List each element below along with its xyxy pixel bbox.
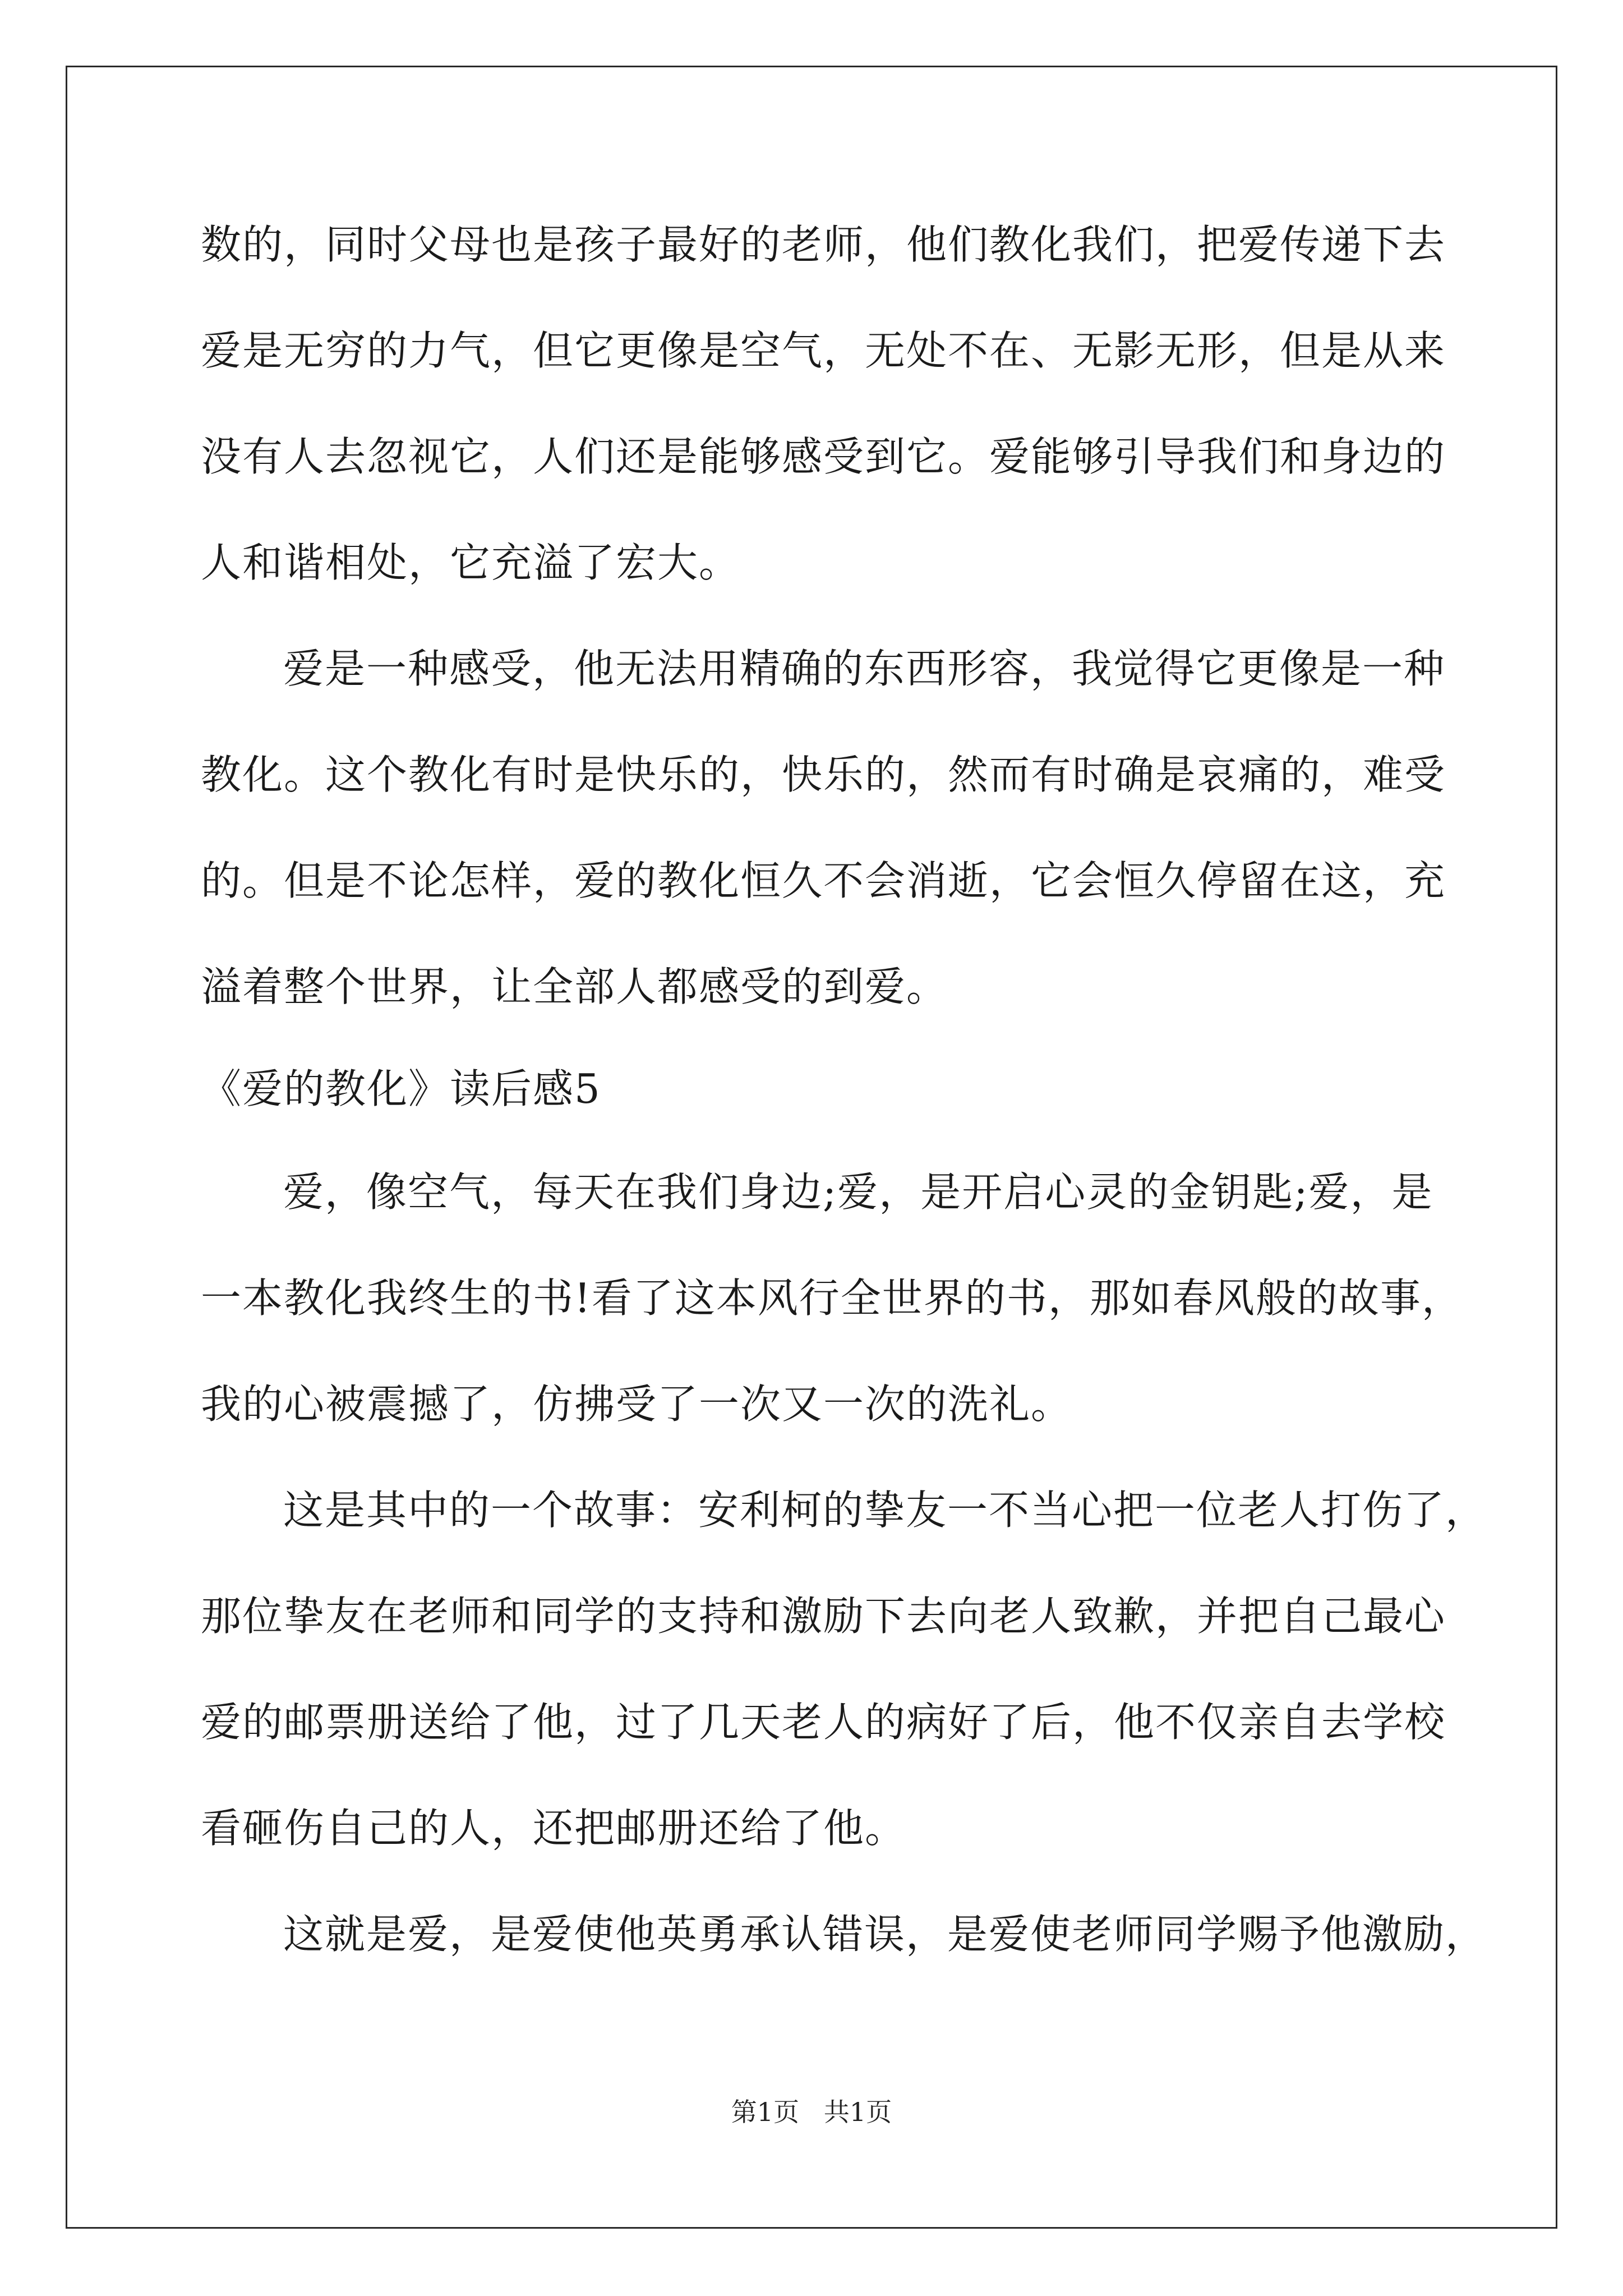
body-text-line: 的。但是不论怎样，爱的教化恒久不会消逝，它会恒久停留在这，充 [201,857,1446,904]
page-number-footer: 第1页 共1页 [731,2097,892,2127]
body-text-line: 那位挚友在老师和同学的支持和激励下去向老人致歉，并把自己最心 [201,1593,1446,1640]
body-text-line: 一本教化我终生的书!看了这本风行全世界的书，那如春风般的故事， [201,1274,1463,1322]
body-text-line: 人和谐相处，它充溢了宏大。 [201,539,741,586]
body-text-line: 溢着整个世界，让全部人都感受的到爱。 [201,963,948,1010]
body-text-line: 没有人去忽视它，人们还是能够感受到它。爱能够引导我们和身边的 [201,433,1446,480]
page-border [66,66,1557,2229]
body-text-line: 爱，像空气，每天在我们身边;爱，是开启心灵的金钥匙;爱，是 [283,1168,1433,1216]
body-text-line: 看砸伤自己的人，还把邮册还给了他。 [201,1805,907,1852]
body-text-line: 爱是一种感受，他无法用精确的东西形容，我觉得它更像是一种 [283,645,1446,692]
body-text-line: 这是其中的一个故事：安利柯的挚友一不当心把一位老人打伤了， [283,1487,1487,1534]
body-text-line: 爱的邮票册送给了他，过了几天老人的病好了后，他不仅亲自去学校 [201,1699,1446,1746]
section-heading: 《爱的教化》读后感5 [201,1065,601,1112]
body-text-line: 教化。这个教化有时是快乐的，快乐的，然而有时确是哀痛的，难受 [201,751,1446,798]
body-text-line: 数的，同时父母也是孩子最好的老师，他们教化我们，把爱传递下去 [201,221,1446,268]
body-text-line: 爱是无穷的力气，但它更像是空气，无处不在、无影无形，但是从来 [201,327,1446,374]
body-text-line: 我的心被震撼了，仿拂受了一次又一次的洗礼。 [201,1381,1073,1428]
body-text-line: 这就是爱，是爱使他英勇承认错误，是爱使老师同学赐予他激励， [283,1911,1487,1958]
